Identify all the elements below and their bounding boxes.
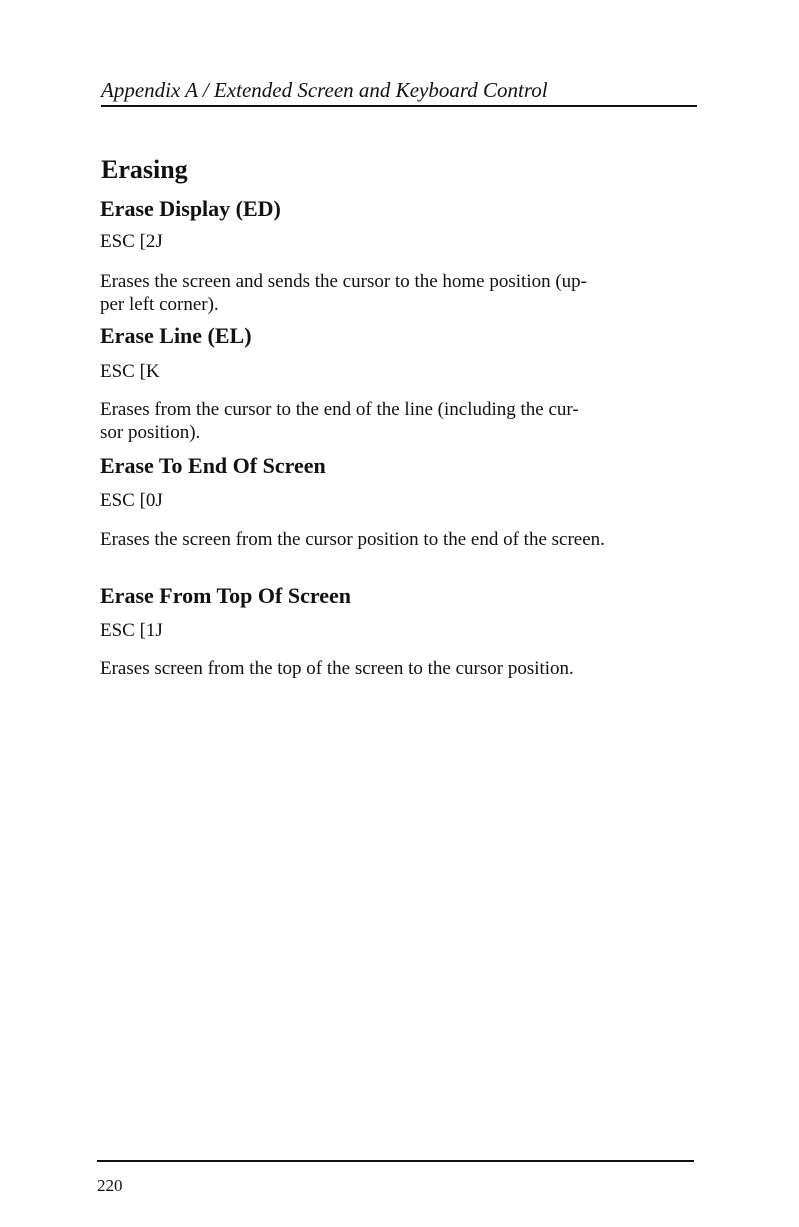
subheading-erase-line: Erase Line (EL)	[100, 323, 252, 348]
description-erase-line-line2: sor position).	[100, 422, 201, 443]
section-title: Erasing	[101, 155, 188, 184]
page-number: 220	[97, 1176, 123, 1195]
escape-sequence-erase-from-top: ESC [1J	[100, 620, 163, 641]
escape-sequence-erase-to-end: ESC [0J	[100, 490, 163, 511]
description-erase-display	[100, 270, 696, 316]
description-erase-display-line1: Erases the screen and sends the cursor to the home position (up-	[100, 271, 588, 292]
description-erase-display-line2: per left corner).	[100, 294, 219, 315]
subheading-erase-to-end: Erase To End Of Screen	[100, 453, 326, 478]
running-head: Appendix A / Extended Screen and Keyboard Control	[101, 78, 548, 102]
description-erase-line	[100, 398, 696, 444]
subheading-erase-from-top: Erase From Top Of Screen	[100, 583, 351, 608]
escape-sequence-erase-display: ESC [2J	[100, 231, 163, 252]
footer-rule	[97, 1160, 694, 1162]
description-erase-from-top: Erases screen from the top of the screen to the cursor position.	[100, 658, 574, 679]
header-rule	[101, 105, 697, 107]
subheading-erase-display: Erase Display (ED)	[100, 196, 281, 221]
description-erase-to-end: Erases the screen from the cursor position to the end of the screen.	[100, 529, 605, 550]
escape-sequence-erase-line: ESC [K	[100, 361, 160, 382]
description-erase-line-line1: Erases from the cursor to the end of the line (including the cur-	[100, 399, 579, 420]
